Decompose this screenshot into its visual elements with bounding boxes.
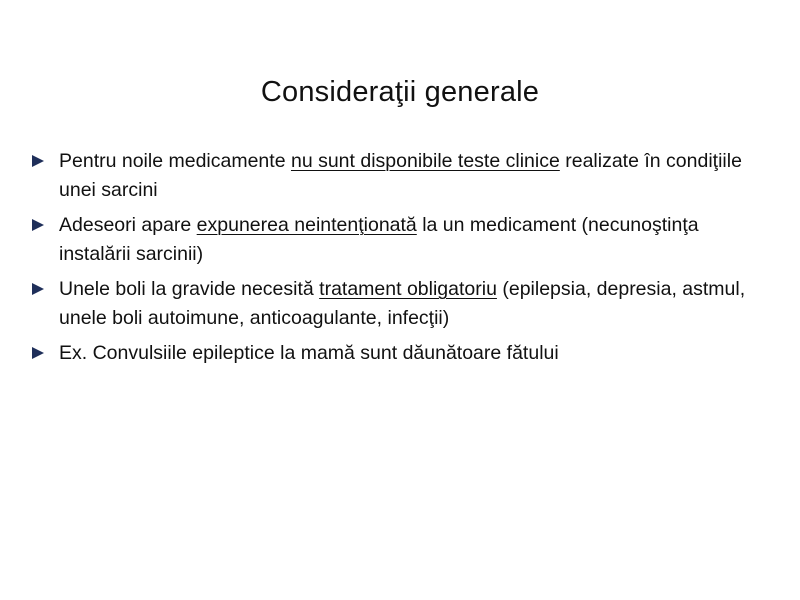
triangle-right-icon	[32, 347, 44, 359]
bullet-text-underlined: tratament obligatoriu	[319, 278, 497, 300]
bullet-text-before: Adeseori apare	[59, 214, 197, 236]
bullet-item	[32, 211, 772, 269]
triangle-right-icon	[32, 155, 44, 167]
triangle-right-icon	[32, 283, 44, 295]
bullet-text-underlined: nu sunt disponibile teste clinice	[290, 150, 560, 172]
bullet-text-after: realizate în condiţiile unei sarcini	[59, 150, 742, 201]
bullet-item	[32, 147, 772, 205]
bullet-text: Ex. Convulsiile epileptice la mamă sunt dăunătoare fătului	[59, 342, 559, 364]
bullet-text-before: Pentru noile medicamente	[59, 150, 291, 172]
bullet-item	[32, 339, 772, 368]
bullet-text-after: la un medicament (necunoştinţa instalării sarcinii)	[59, 214, 699, 265]
bullet-text-before: Unele boli la gravide necesită	[59, 278, 320, 300]
bullet-text-after: (epilepsia, depresia, astmul, unele boli autoimune, anticoagulante, infecţii)	[59, 278, 746, 329]
bullet-text-underlined: expunerea neintenţionată	[196, 214, 417, 236]
slide-title: Consideraţii generale	[260, 76, 540, 108]
bullet-list	[32, 147, 772, 374]
triangle-right-icon	[32, 219, 44, 231]
bullet-item	[32, 275, 772, 333]
